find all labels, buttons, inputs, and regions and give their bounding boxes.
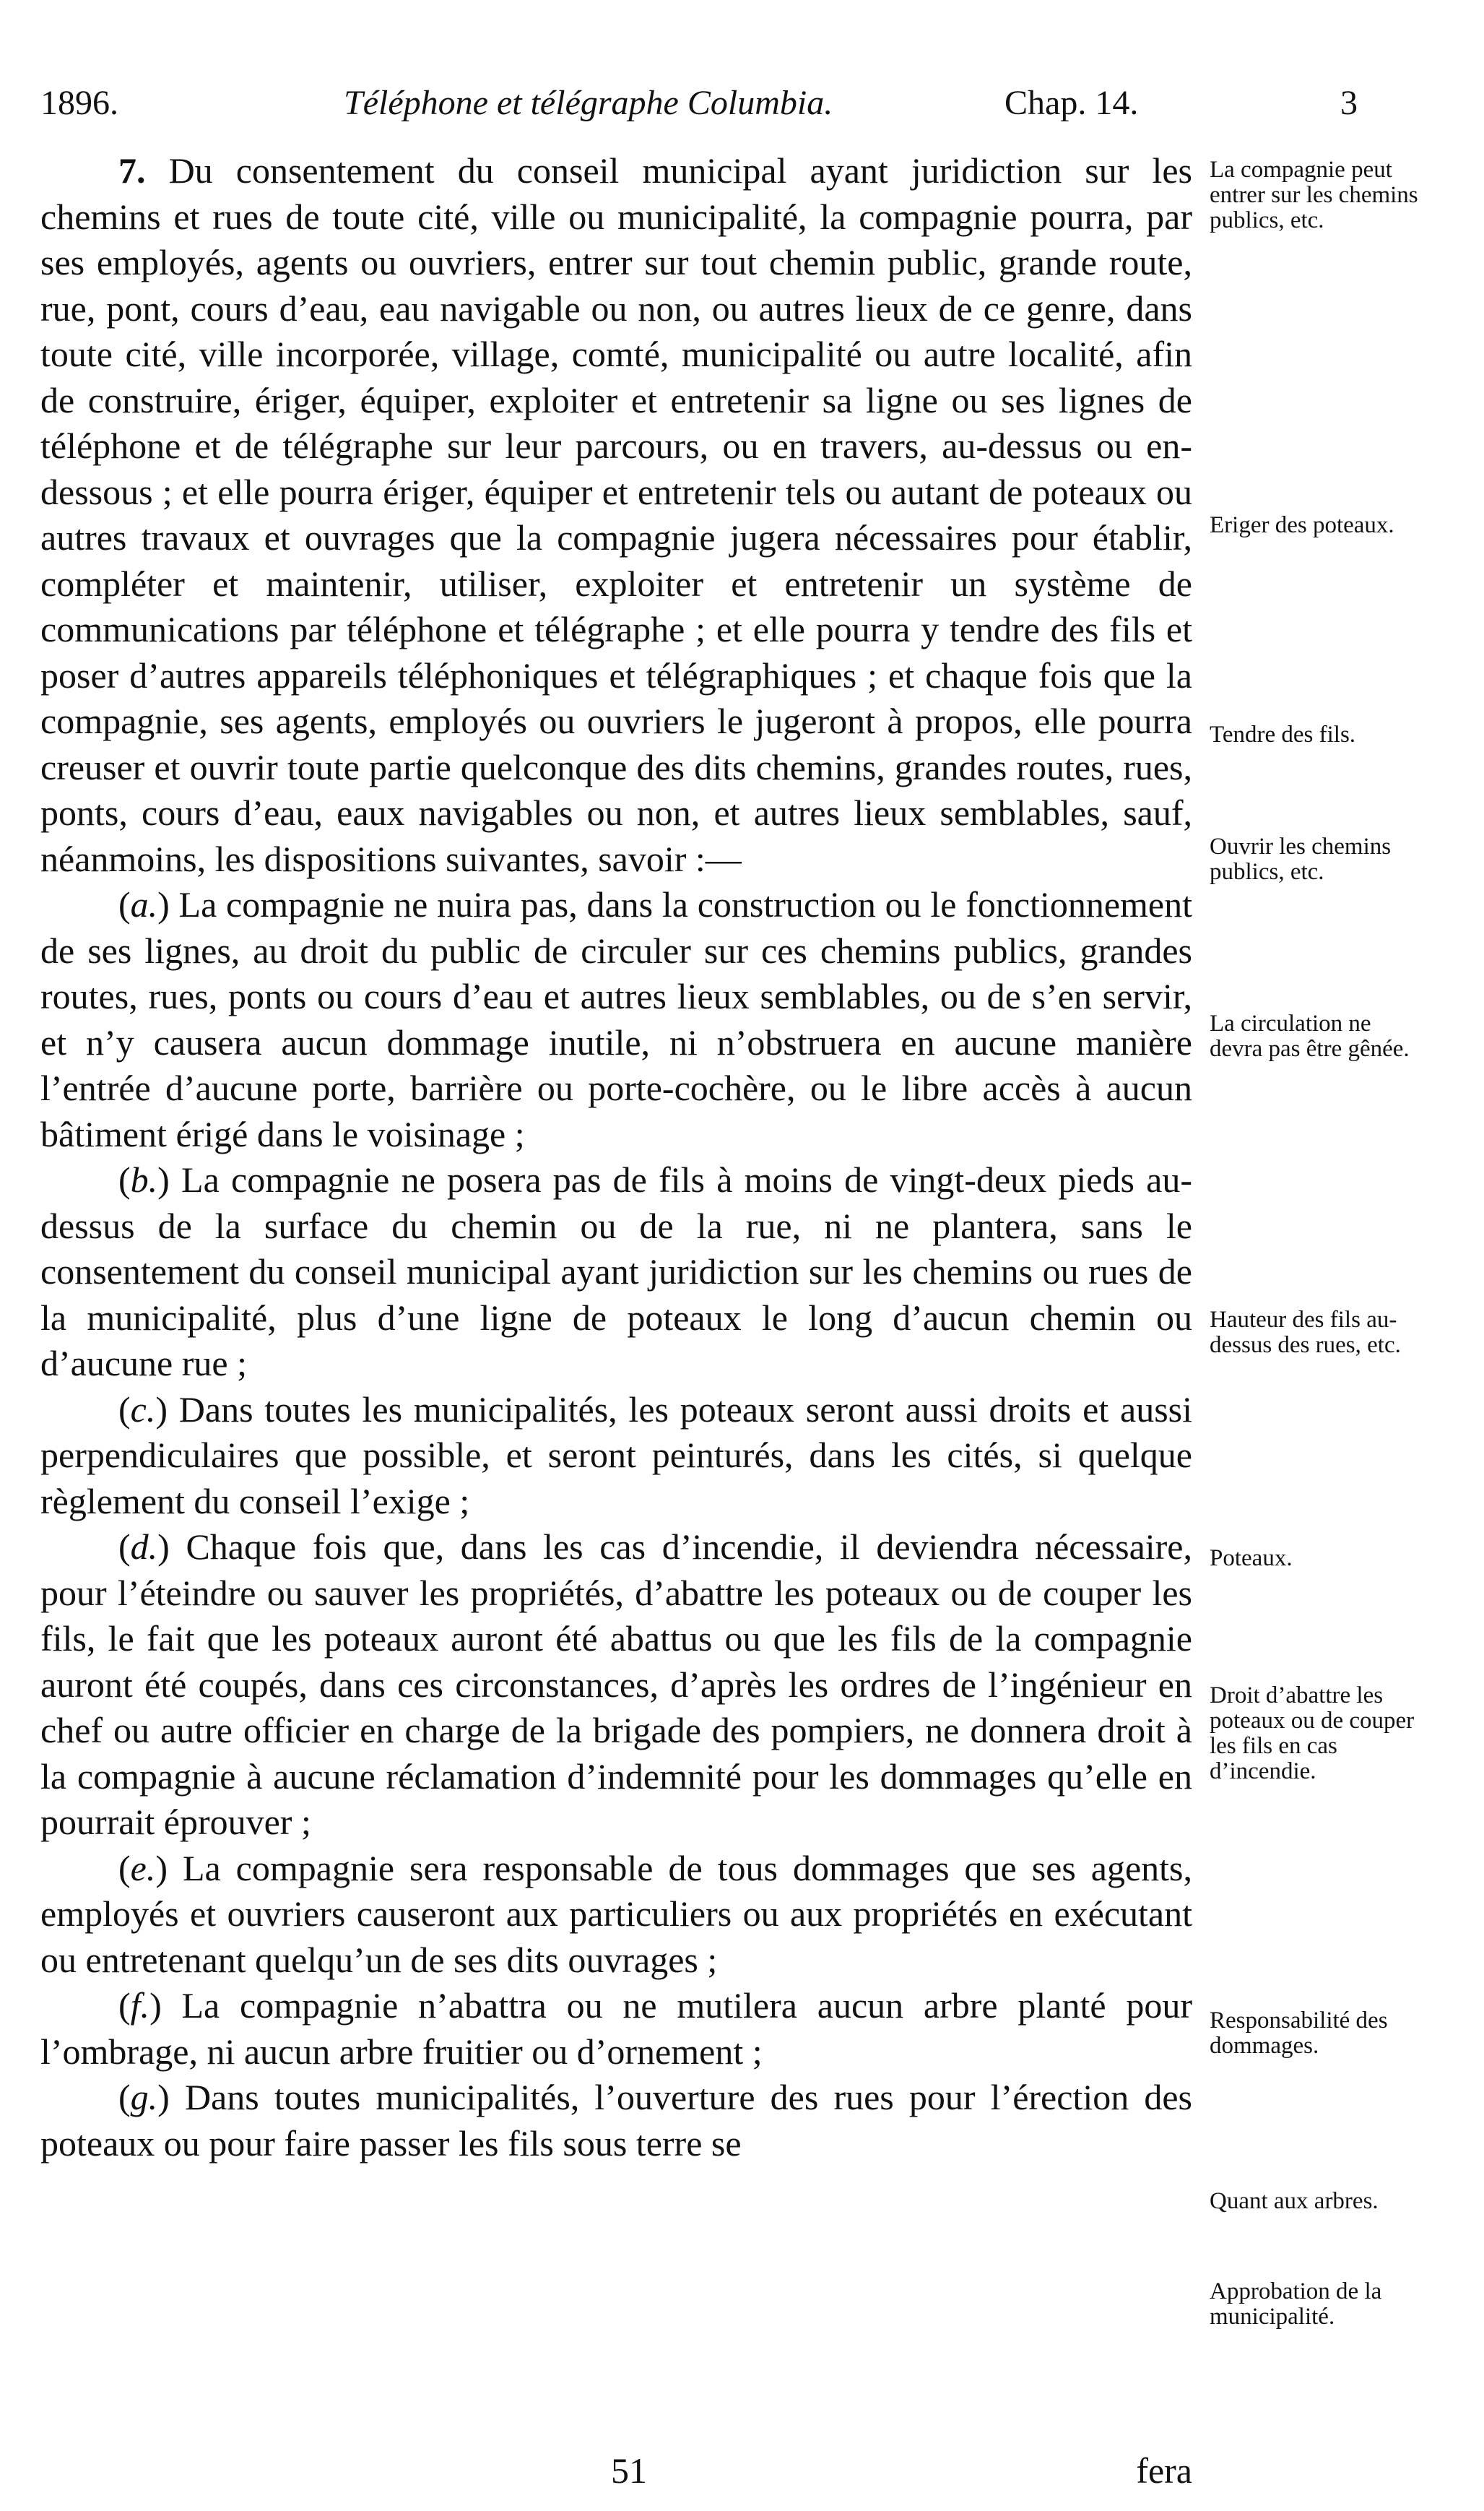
clause-label: e. — [130, 1847, 156, 1888]
clause-label: d. — [130, 1526, 158, 1567]
margin-note: Poteaux. — [1210, 1545, 1293, 1571]
section-number: 7. — [118, 150, 146, 191]
clause-d: (d.) Chaque fois que, dans les cas d’incendie, il deviendra nécessaire, pour l’éteindre ou sauver les propriétés, d’abattre les poteaux ou de couper les fils, le fait que les poteaux auront été abattus ou que les fils de la compagnie auront été coupés, dans ces circonstances, d’après les ordres de l’ingénieur en chef ou autre officier en charge de la brigade des pompiers, ne donnera droit à la compagnie à aucune réclamation d’indemnité pour les dommages qu’elle en pourrait éprouver ; — [40, 1526, 1192, 1842]
header-year: 1896. — [40, 84, 118, 122]
clause-text: Chaque fois que, dans les cas d’incendie, il deviendra nécessaire, pour l’éteindre ou sauver les propriétés, d’abattre les poteaux ou de couper les fils, le fait que les poteaux auront été abattus ou que les fils de la compagnie auront été coupés, dans ces circonstances, d’après les ordres de l’ingénieur en chef ou autre officier en charge de la brigade des pompiers, ne donnera droit à la compagnie à aucune réclamation d’indemnité pour les dommages qu’elle en pourrait éprouver ; — [40, 1526, 1192, 1842]
signature-mark: 51 — [611, 2450, 647, 2491]
margin-note: Hauteur des fils au-dessus des rues, etc. — [1210, 1307, 1401, 1358]
margin-note: Eriger des poteaux. — [1210, 512, 1394, 538]
clause-label: g. — [130, 2077, 158, 2117]
clause-label: c. — [130, 1388, 156, 1430]
margin-note: Responsabilité des dommages. — [1210, 2007, 1388, 2059]
section-7-paragraph — [40, 148, 1192, 882]
clause-label: f. — [130, 1985, 150, 2026]
margin-note: Tendre des fils. — [1210, 722, 1356, 748]
clause-text: La compagnie ne posera pas de fils à moins de vingt-deux pieds au-dessus de la surface du chemin ou de la rue, ni ne plantera, sans le consentement du conseil municipal ayant juridiction sur les chemins ou rues de la municipalité, plus d’une ligne de poteaux le long d’aucun chemin ou d’aucune rue ; — [40, 1159, 1192, 1383]
clause-label: a. — [130, 884, 158, 925]
margin-note: Ouvrir les chemins publics, etc. — [1210, 834, 1392, 885]
clause-f: (f.) La compagnie n’abattra ou ne mutilera aucun arbre planté pour l’ombrage, ni aucun arbre fruitier ou d’ornement ; — [40, 1985, 1192, 2072]
margin-note: Approbation de la municipalité. — [1210, 2278, 1382, 2330]
clause-text: La compagnie n’abattra ou ne mutilera aucun arbre planté pour l’ombrage, ni aucun arbre fruitier ou d’ornement ; — [40, 1985, 1192, 2072]
margin-note: La circulation ne devra pas être gênée. — [1210, 1011, 1410, 1062]
margin-note: La compagnie peut entrer sur les chemins publics, etc. — [1210, 157, 1418, 233]
clause-c: (c.) Dans toutes les municipalités, les poteaux seront aussi droits et aussi perpendiculaires que possible, et seront peinturés, dans les cités, si quelque règlement du conseil l’exige ; — [40, 1388, 1192, 1521]
clause-text: La compagnie sera responsable de tous dommages que ses agents, employés et ouvriers causeront aux particuliers ou aux propriétés en exécutant ou entretenant quelqu’un de ses dits ouvrages ; — [40, 1847, 1192, 1980]
clause-text: Dans toutes les municipalités, les poteaux seront aussi droits et aussi perpendiculaires que possible, et seront peinturés, dans les cités, si quelque règlement du conseil l’exige ; — [40, 1388, 1192, 1521]
margin-note: Droit d’abattre les poteaux ou de couper les fils en cas d’incendie. — [1210, 1682, 1415, 1784]
header-chapter: Chap. 14. — [1004, 84, 1139, 122]
clause-label: b. — [130, 1159, 158, 1200]
clause-e: (e.) La compagnie sera responsable de tous dommages que ses agents, employés et ouvriers causeront aux particuliers ou aux propriétés en exécutant ou entretenant quelqu’un de ses dits ouvrages ; — [40, 1847, 1192, 1980]
header-title: Téléphone et télégraphe Columbia. — [344, 84, 833, 122]
clause-text: La compagnie ne nuira pas, dans la construction ou le fonctionnement de ses lignes, au droit du public de circuler sur ces chemins publics, grandes routes, rues, ponts ou cours d’eau et autres lieux semblables, ou de s’en servir, et n’y causera aucun dommage inutile, ni n’obstruera en aucune manière l’entrée d’aucune porte, barrière ou porte-cochère, ou le libre accès à aucun bâtiment érigé dans le voisinage ; — [40, 884, 1192, 1154]
margin-note: Quant aux arbres. — [1210, 2188, 1379, 2214]
catchword: fera — [1136, 2450, 1192, 2491]
body-text — [40, 148, 1192, 2166]
clause-b: (b.) La compagnie ne posera pas de fils à moins de vingt-deux pieds au-dessus de la surface du chemin ou de la rue, ni ne plantera, sans le consentement du conseil municipal ayant juridiction sur les chemins ou rues de la municipalité, plus d’une ligne de poteaux le long d’aucun chemin ou d’aucune rue ; — [40, 1159, 1192, 1383]
running-header — [40, 78, 1413, 129]
clause-text: Dans toutes municipalités, l’ouverture des rues pour l’érection des poteaux ou pour faire passer les fils sous terre se — [40, 2077, 1192, 2164]
clause-a: (a.) La compagnie ne nuira pas, dans la construction ou le fonctionnement de ses lignes, au droit du public de circuler sur ces chemins publics, grandes routes, rues, ponts ou cours d’eau et autres lieux semblables, ou de s’en servir, et n’y causera aucun dommage inutile, ni n’obstruera en aucune manière l’entrée d’aucune porte, barrière ou porte-cochère, ou le libre accès à aucun bâtiment érigé dans le voisinage ; — [40, 884, 1192, 1154]
page-footer — [40, 2445, 1192, 2496]
section-intro-text: Du consentement du conseil municipal ayant juridiction sur les chemins et rues de toute cité, ville ou municipalité, la compagnie pourra, par ses employés, agents ou ouvriers, entrer sur tout chemin public, grande route, rue, pont, cours d’eau, eau navigable ou non, ou autres lieux de ce genre, dans toute cité, ville incorporée, village, comté, municipalité ou autre localité, afin de construire, ériger, équiper, exploiter et entretenir sa ligne ou ses lignes de téléphone et de télégraphe sur leur parcours, ou en travers, au-dessus ou en-dessous ; et elle pourra ériger, équiper et entretenir tels ou autant de poteaux ou autres travaux et ouvrages que la compagnie jugera nécessaires pour établir, compléter et maintenir, utiliser, exploiter et entretenir un système de communications par téléphone et télégraphe ; et elle pourra y tendre des fils et poser d’autres appareils téléphoniques et télégraphiques ; et chaque fois que la compagnie, ses agents, employés ou ouvriers le jugeront à propos, elle pourra creuser et ouvrir toute partie quelconque des dits chemins, grandes routes, rues, ponts, cours d’eau, eaux navigables ou non, et autres lieux semblables, sauf, néanmoins, les dispositions suivantes, savoir :— — [40, 150, 1192, 879]
page-number: 3 — [1340, 84, 1358, 122]
clause-g: (g.) Dans toutes municipalités, l’ouverture des rues pour l’érection des poteaux ou pour faire passer les fils sous terre se — [40, 2077, 1192, 2164]
